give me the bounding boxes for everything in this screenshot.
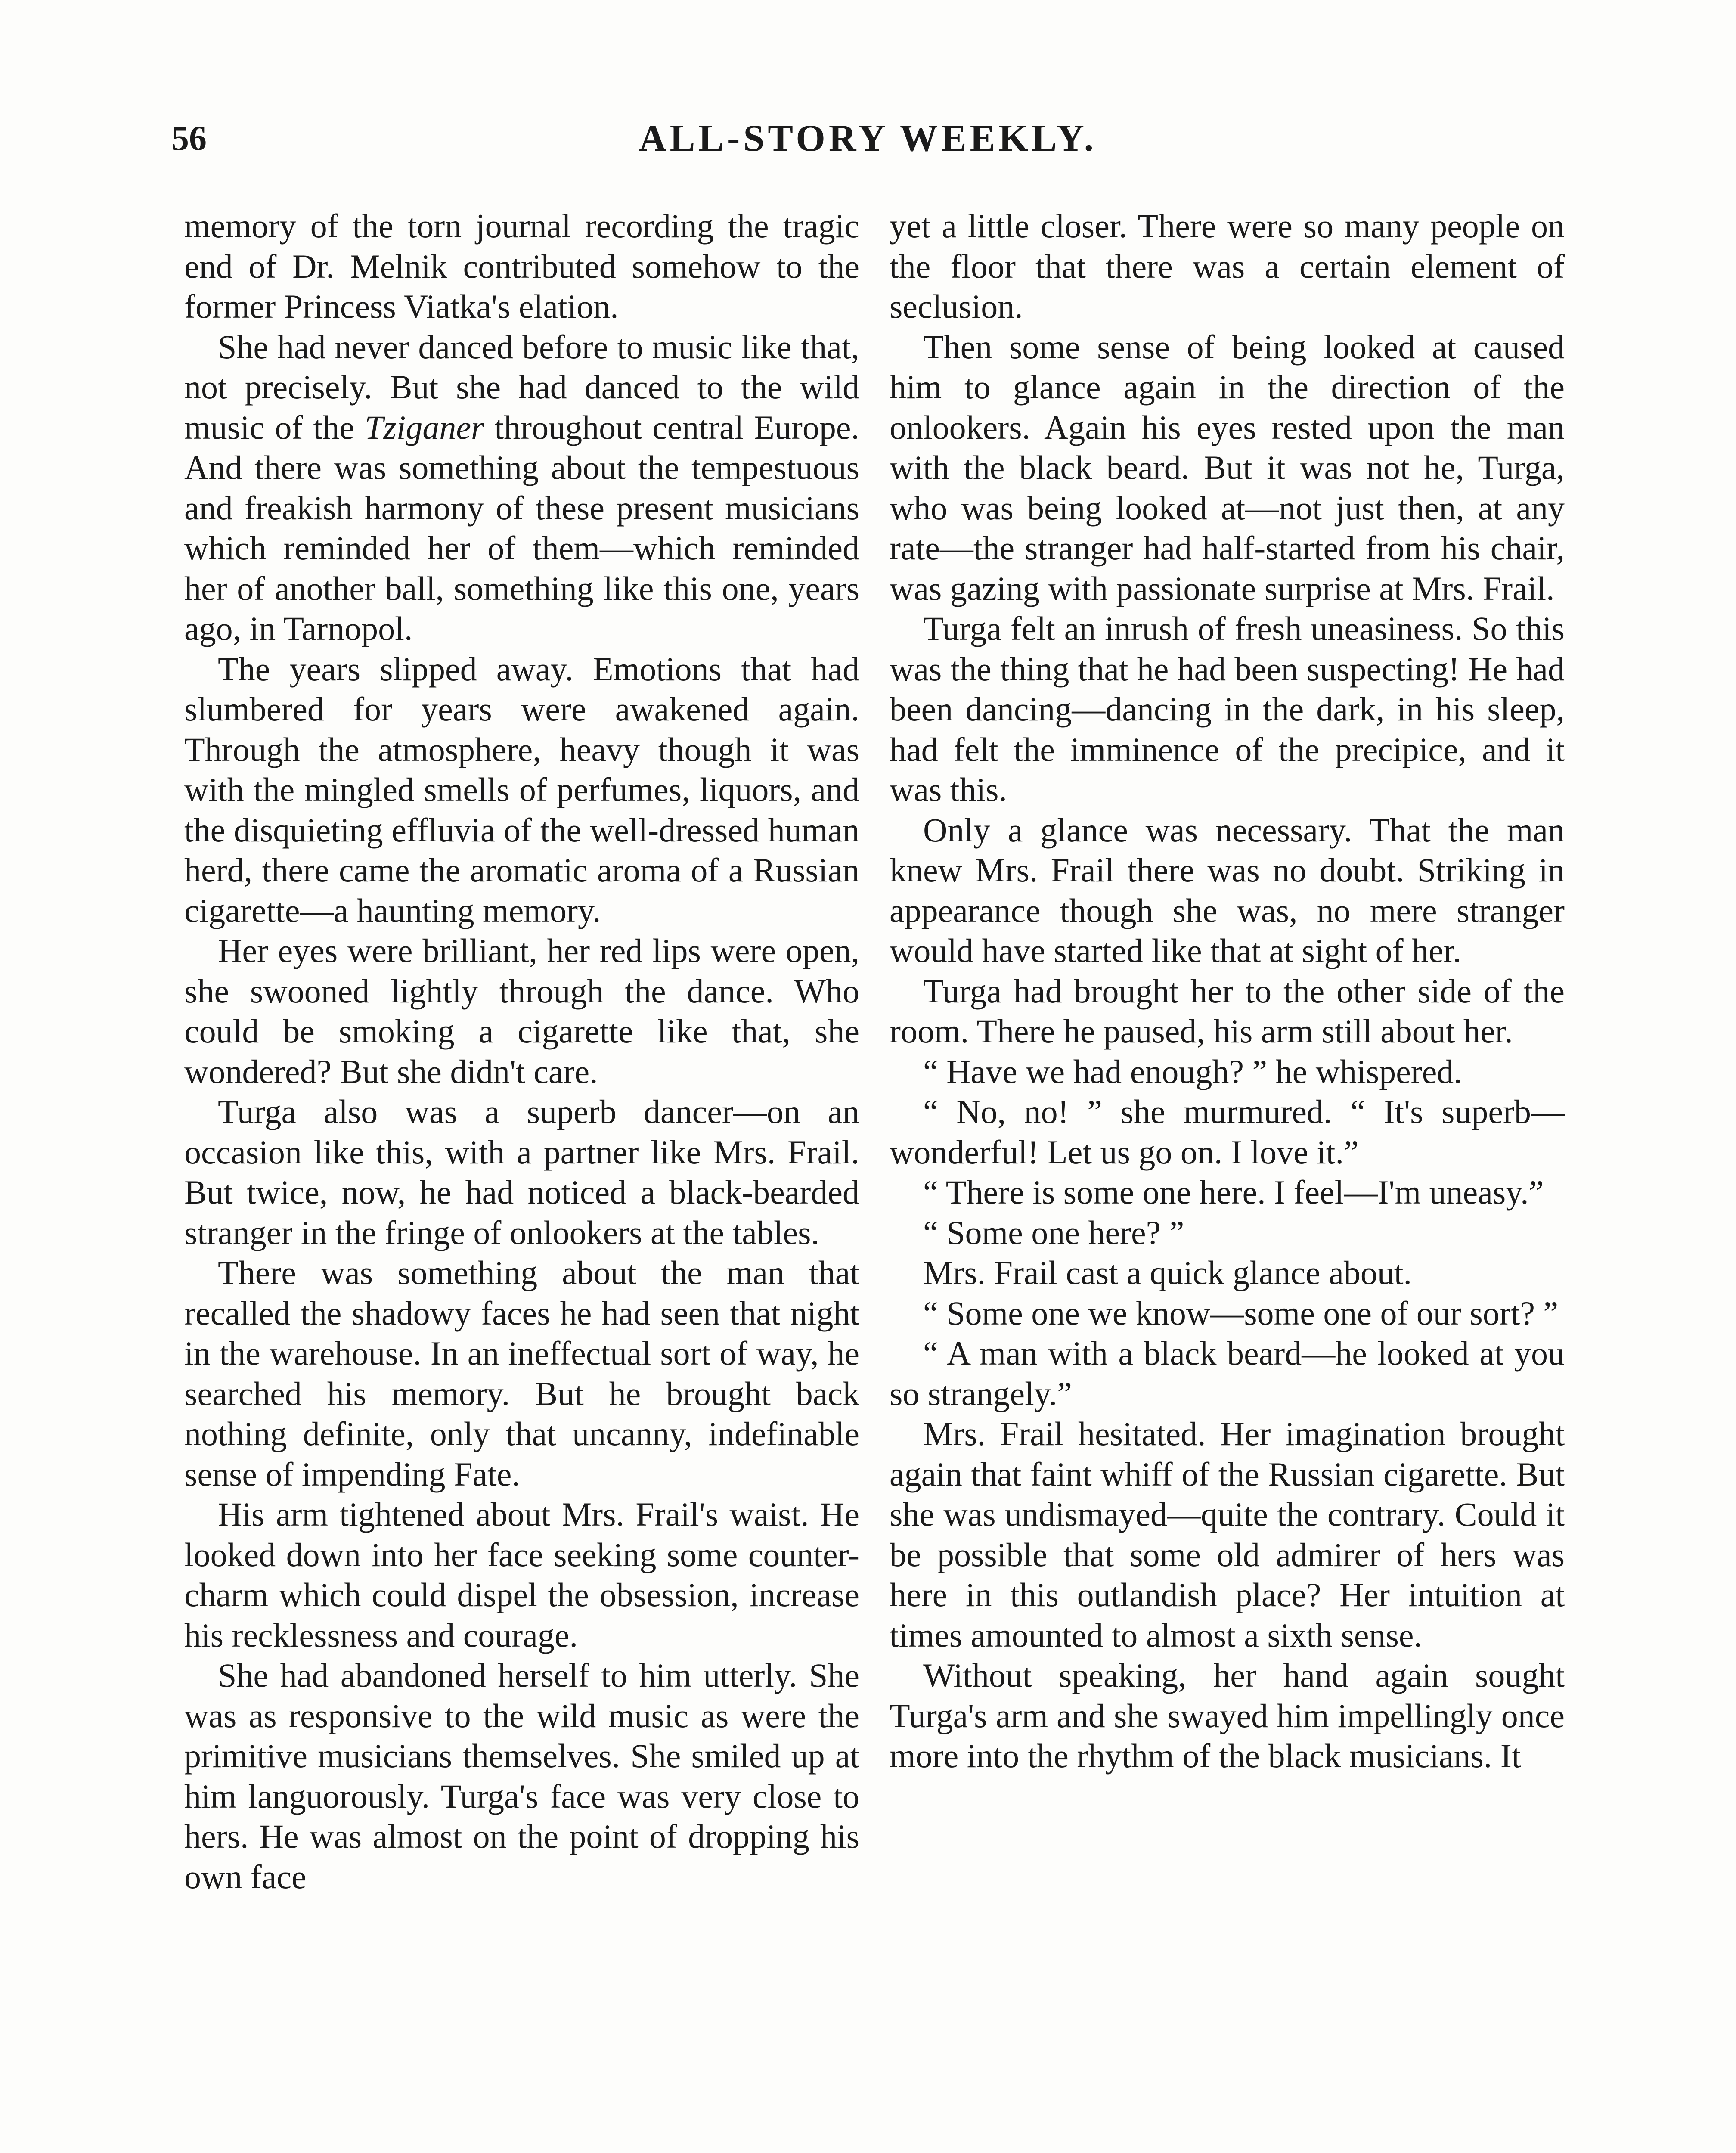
paragraph: Mrs. Frail cast a quick glance about.	[923, 1254, 1412, 1291]
running-head: ALL-STORY WEEKLY.	[639, 118, 1097, 159]
dialogue-paragraph: “ Some one we know—some one of our sort? ”	[923, 1294, 1559, 1332]
paragraph: Turga had brought her to the other side of the room. There he paused, his arm still about her.	[890, 972, 1565, 1050]
paragraph: Her eyes were brilliant, her red lips were open, she swooned lightly through the dance. Who could be smoking a cigarette like that, she wondered? But she didn't care.	[184, 932, 859, 1090]
italic-word: Tziganer	[364, 408, 484, 446]
paragraph: His arm tightened about Mrs. Frail's waist. He looked down into her face seeking some counter-charm which could dispel the obsession, increase his recklessness and courage.	[184, 1495, 859, 1654]
paragraph: Mrs. Frail hesitated. Her imagination brought again that faint whiff of the Russian cigarette. But she was undismayed—quite the contrary. Could it be possible that some old admirer of hers was here in this outlandish place? Her intuition at times amounted to almost a sixth sense.	[890, 1415, 1565, 1654]
paragraph: She had abandoned herself to him utterly. She was as responsive to the wild music as were the primitive musicians themselves. She smiled up at him languorously. Turga's face was very close to hers. He was almost on the point of dropping his own face	[184, 1657, 859, 1896]
paragraph: Without speaking, her hand again sought Turga's arm and she swayed him impellingly once more into the rhythm of the black musicians. It	[890, 1657, 1565, 1775]
dialogue-paragraph: “ No, no! ” she murmured. “ It's superb—wonderful! Let us go on. I love it.”	[890, 1093, 1565, 1171]
paragraph: Then some sense of being looked at caused him to glance again in the direction of the onlookers. Again his eyes rested upon the man with the black beard. But it was not he, Turga, who was being looked at—not just then, at any rate—the stranger had half-started from his chair, was gazing with passionate surprise at Mrs. Frail.	[890, 328, 1565, 607]
dialogue-paragraph: “ A man with a black beard—he looked at you so strangely.”	[890, 1334, 1565, 1412]
dialogue-paragraph: “ Some one here? ”	[923, 1213, 1184, 1251]
left-column	[184, 206, 859, 1897]
paragraph: memory of the torn journal recording the tragic end of Dr. Melnik contributed somehow to the former Princess Viatka's elation.	[184, 207, 859, 325]
paragraph: The years slipped away. Emotions that had slumbered for years were awakened again. Through the atmosphere, heavy though it was with the mingled smells of perfumes, liquors, and the disquieting effluvia of the well-dressed human herd, there came the aromatic aroma of a Russian cigarette—a haunting memory.	[184, 650, 859, 929]
dialogue-paragraph: “ Have we had enough? ” he whispered.	[923, 1052, 1462, 1090]
paragraph: Turga also was a superb dancer—on an occasion like this, with a partner like Mrs. Frail. But twice, now, he had noticed a black-bearded stranger in the fringe of onlookers at the tables.	[184, 1093, 859, 1251]
dialogue-paragraph: “ There is some one here. I feel—I'm uneasy.”	[923, 1173, 1544, 1211]
page-number: 56	[171, 118, 207, 158]
paragraph: Turga felt an inrush of fresh uneasiness. So this was the thing that he had been suspecting! He had been dancing—dancing in the dark, in his sleep, had felt the imminence of the precipice, and it was this.	[890, 610, 1565, 808]
paragraph: There was something about the man that recalled the shadowy faces he had seen that night in the warehouse. In an ineffectual sort of way, he searched his memory. But he brought back nothing definite, only that uncanny, indefinable sense of impending Fate.	[184, 1254, 859, 1493]
paragraph: She had never danced before to music like that, not precisely. But she had danced to the wild music of the Tziganer throughout central Europe. And there was something about the tempestuous and freakish harmony of these present musicians which reminded her of them—which reminded her of another ball, something like this one, years ago, in Tarnopol.	[184, 328, 859, 647]
paragraph: yet a little closer. There were so many people on the floor that there was a certain element of seclusion.	[890, 207, 1565, 325]
paragraph: Only a glance was necessary. That the man knew Mrs. Frail there was no doubt. Striking in appearance though she was, no mere stranger would have started like that at sight of her.	[890, 811, 1565, 969]
right-column	[890, 206, 1565, 1776]
